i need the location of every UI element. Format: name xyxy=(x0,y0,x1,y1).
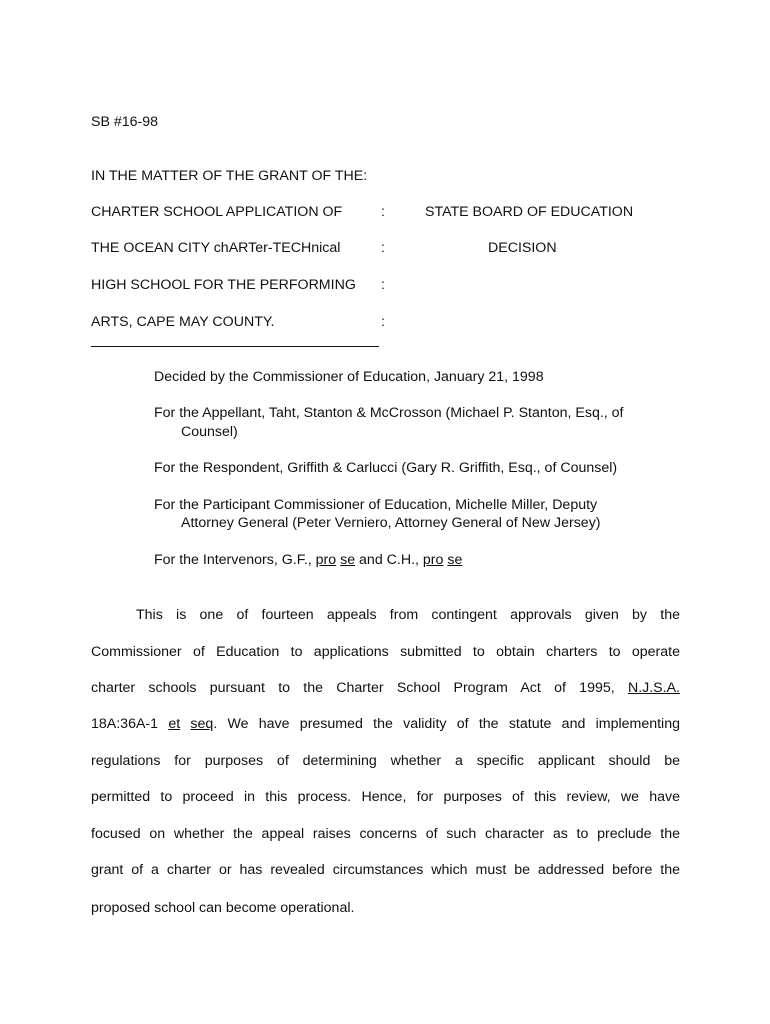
document-number: SB #16-98 xyxy=(91,114,159,130)
et-seq-term: et xyxy=(168,716,181,732)
body-line-4 xyxy=(91,716,680,734)
respondent-counsel: For the Respondent, Griffith & Carlucci (Gary R. Griffith, Esq., of Counsel) xyxy=(154,460,618,476)
appellant-counsel-cont: Counsel) xyxy=(181,424,238,440)
caption-line-2: CHARTER SCHOOL APPLICATION OF xyxy=(91,204,343,220)
pro-se-term: se xyxy=(340,552,356,568)
caption-colon: : xyxy=(381,314,385,330)
intervenors-line xyxy=(154,552,462,568)
pro-se-term: se xyxy=(447,552,463,568)
statute-citation: N.J.S.A. xyxy=(627,680,680,696)
caption-separator-line xyxy=(91,346,379,347)
caption-line-3: THE OCEAN CITY chARTer-TECHnical xyxy=(91,240,341,256)
body-line-2: Commissioner of Education to applications submitted to obtain charters to operate xyxy=(91,644,680,660)
caption-colon: : xyxy=(381,204,385,220)
caption-colon: : xyxy=(381,240,385,256)
pro-se-term: pro xyxy=(315,552,337,568)
body-line-3 xyxy=(91,680,680,698)
pro-se-term: pro xyxy=(422,552,444,568)
intervenors-prefix: For the Intervenors, G.F., xyxy=(154,552,316,568)
body-line-9: proposed school can become operational. xyxy=(91,900,355,916)
body-line-4-text: . We have presumed the validity of the statute and implementing xyxy=(213,716,680,732)
et-seq-term: seq xyxy=(190,716,214,732)
intervenors-and: and C.H., xyxy=(355,552,423,568)
body-line-1: This is one of fourteen appeals from contingent approvals given by the xyxy=(136,607,680,623)
caption-line-5: ARTS, CAPE MAY COUNTY. xyxy=(91,314,275,330)
caption-decision: DECISION xyxy=(488,240,557,256)
caption-line-1: IN THE MATTER OF THE GRANT OF THE: xyxy=(91,168,368,184)
participant-counsel-cont: Attorney General (Peter Verniero, Attorney General of New Jersey) xyxy=(181,515,601,531)
body-line-7: focused on whether the appeal raises concerns of such character as to preclude the xyxy=(91,826,680,842)
caption-line-4: HIGH SCHOOL FOR THE PERFORMING xyxy=(91,277,356,293)
statute-section: 18A:36A-1 xyxy=(91,716,159,732)
decided-line: Decided by the Commissioner of Education, January 21, 1998 xyxy=(154,369,544,385)
participant-counsel: For the Participant Commissioner of Education, Michelle Miller, Deputy xyxy=(154,497,598,513)
caption-agency: STATE BOARD OF EDUCATION xyxy=(425,204,634,220)
caption-colon: : xyxy=(381,277,385,293)
appellant-counsel: For the Appellant, Taht, Stanton & McCrosson (Michael P. Stanton, Esq., of xyxy=(154,405,624,421)
body-line-8: grant of a charter or has revealed circumstances which must be addressed before the xyxy=(91,862,680,878)
body-line-5: regulations for purposes of determining whether a specific applicant should be xyxy=(91,753,680,769)
body-line-3-text: charter schools pursuant to the Charter School Program Act of 1995, xyxy=(91,680,615,696)
body-line-6: permitted to proceed in this process. Hence, for purposes of this review, we have xyxy=(91,789,680,805)
